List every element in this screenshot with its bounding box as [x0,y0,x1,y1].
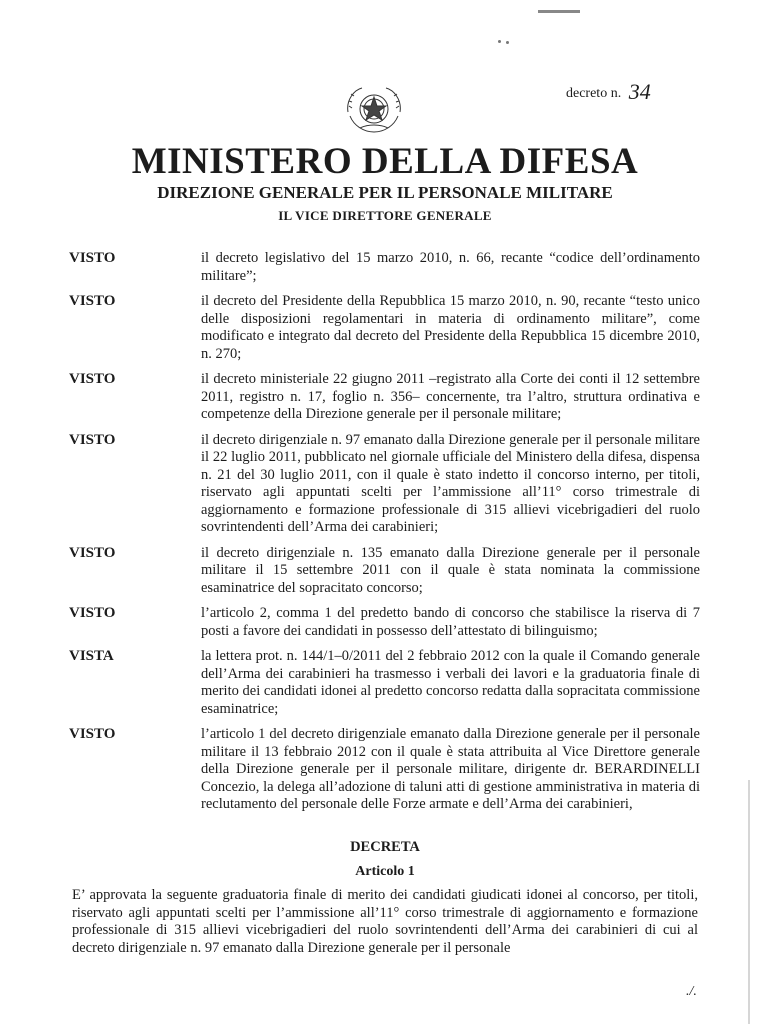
clause-label: VISTO [69,293,116,309]
scan-edge [748,780,750,1024]
clause-text: il decreto dirigenziale n. 135 emanato dalla Direzione generale per il personale militare il 15 settembre 2011 con il quale è stata nominata la commissione esaminatrice del sopracitato concorso; [201,544,700,596]
clause [0,648,770,718]
clause [0,605,770,640]
preamble-clauses [0,250,770,822]
office-title: IL VICE DIRETTORE GENERALE [278,208,492,223]
clause [0,293,770,363]
clause-text: la lettera prot. n. 144/1–0/2011 del 2 febbraio 2012 con la quale il Comando generale dell’Arma dei carabinieri ha trasmesso i verbali dei lavori e la graduatoria finale di merito dei candidati idonei al predetto concorso redatta dalla sopracitata commissione esaminatrice; [201,648,700,717]
continuation-mark: ./. [686,984,697,999]
italian-emblem-icon [340,82,408,134]
clause-text: l’articolo 2, comma 1 del predetto bando di concorso che stabilisce la riserva di 7 posti a favore dei candidati in possesso dell’attestato di bilinguismo; [201,605,700,639]
clause-label: VISTO [69,726,116,742]
decree-number-label: decreto n. [566,86,622,101]
clause [0,545,770,598]
ministry-title: MINISTERO DELLA DIFESA [131,141,639,182]
decree-number-handwritten: 34 [628,79,651,104]
clause-text: il decreto ministeriale 22 giugno 2011 –registrato alla Corte dei conti il 12 settembre 2011, registro n. 17, foglio n. 356– concernente, tra l’altro, struttura ordinativa e competenze della Direzione generale per il personale militare; [201,371,700,422]
clause-text: l’articolo 1 del decreto dirigenziale emanato dalla Direzione generale per il personale militare il 13 febbraio 2012 con il quale è stata attribuita al Vice Direttore generale della Direzione generale per il personale militare, dirigente dr. BERARDINELLI Concezio, la delega all’adozione di taluni atti di gestione amministrativa in materia di reclutamento del personale delle Forze armate e dell’Arma dei carabinieri, [201,726,700,812]
decree-number [566,77,651,103]
decreta-heading: DECRETA [350,839,420,855]
article-text: E’ approvata la seguente graduatoria finale di merito dei candidati giudicati idonei al concorso, per titoli, riservato agli appuntati scelti per l’ammissione all’11° corso trimestrale di aggiornamento e formazione professionale di 315 allievi vicebrigadieri del ruolo sovrintendenti dell’Arma dei carabinieri di cui al decreto dirigenziale n. 97 emanato dalla Direzione generale per il personale [72,887,698,956]
clause-label: VISTO [69,544,116,561]
scan-artifact [498,40,501,43]
direction-title: DIREZIONE GENERALE PER IL PERSONALE MILITARE [157,183,613,202]
scan-artifact [538,10,580,13]
clause [0,250,770,285]
clause [0,726,770,814]
clause-label: VISTO [69,371,116,387]
clause [0,432,770,537]
clause-text: il decreto dirigenziale n. 97 emanato dalla Direzione generale per il personale militare il 22 luglio 2011, pubblicato nel giornale ufficiale del Ministero della difesa, dispensa n. 21 del 30 luglio 2011, con il quale è stato indetto il concorso interno, per titoli, riservato agli appuntati scelti per l’ammissione all’11° corso trimestrale di aggiornamento e formazione professionale di 315 allievi vicebrigadieri del ruolo sovrintendenti dell’Arma dei carabinieri; [201,431,700,535]
clause-label: VISTO [69,605,116,621]
clause-text: il decreto legislativo del 15 marzo 2010, n. 66, recante “codice dell’ordinamento militare”; [201,250,700,284]
clause [0,371,770,424]
clause-label: VISTO [69,250,116,266]
clause-text: il decreto del Presidente della Repubblica 15 marzo 2010, n. 90, recante “testo unico delle disposizioni regolamentari in materia di ordinamento militare”, come modificato e integrato dal decreto del Presidente della Repubblica 15 dicembre 2010, n. 270; [201,293,700,362]
article-heading: Articolo 1 [355,864,415,879]
clause-label: VISTA [69,648,114,664]
scan-artifact [506,41,509,44]
clause-label: VISTO [69,431,116,448]
